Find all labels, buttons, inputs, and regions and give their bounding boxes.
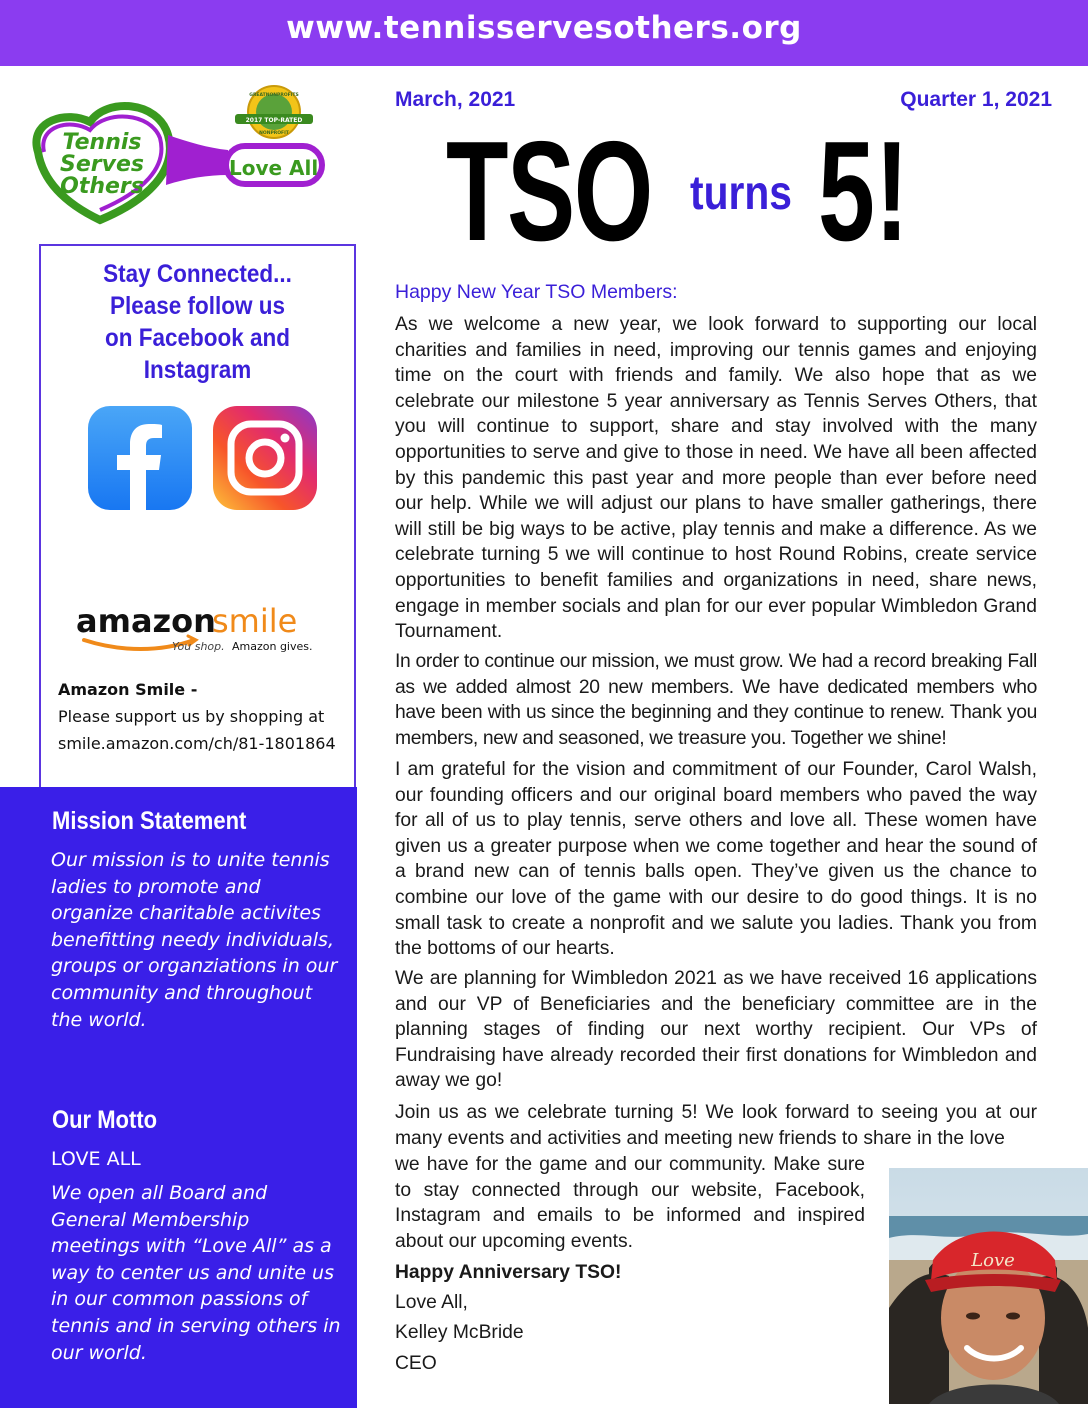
amazon-logo-word: amazon xyxy=(76,602,216,640)
smile-logo-word: smile xyxy=(212,602,298,640)
letter-signer-role: CEO xyxy=(395,1353,437,1374)
top-banner xyxy=(0,0,1088,66)
stay-connected-heading xyxy=(55,258,340,386)
amazon-smile-line-1: Please support us by shopping at xyxy=(58,707,325,726)
visor-text: Love xyxy=(971,1250,1015,1271)
connect-line-4: Instagram xyxy=(143,356,252,384)
logo-wordmark xyxy=(42,132,162,198)
amazon-tagline-2: Amazon gives. xyxy=(232,640,313,653)
motto-text: LOVE ALL xyxy=(51,1148,141,1170)
letter-signoff: Love All, xyxy=(395,1292,468,1313)
seal-line-1: GREATNONPROFITS xyxy=(249,93,299,98)
letter-closing: Happy Anniversary TSO! xyxy=(395,1262,622,1283)
connect-line-3: on Facebook and xyxy=(104,324,291,352)
letter-paragraph-5a: Join us as we celebrate turning 5! We look forward to seeing you at our many events and activities and meeting new friends to share in the love xyxy=(395,1102,1037,1149)
seal-line-3: NONPROFIT xyxy=(259,131,289,136)
letter-greeting: Happy New Year TSO Members: xyxy=(395,281,678,303)
mission-body: Our mission is to unite tennis ladies to promote and organize charitable activites benefitting needy individuals, groups or organziations in our community and throughout the world. xyxy=(51,849,338,1031)
logo-line-2: Serves xyxy=(60,152,144,177)
letter-paragraph-4: We are planning for Wimbledon 2021 as we have received 16 applications and our VP of Beneficiaries and the beneficiary committee are in the planning stages of finding our next worthy recipient. Our VPs of Fundraising have already recorded their first donations for Wimbledon and away we go! xyxy=(395,968,1037,1092)
letter-paragraph-1: As we welcome a new year, we look forward to supporting our local charities and families in need, improving our tennis games and enjoying time on the court with friends and family. We also hope that as we celebrate our milestone 5 year anniversary as Tennis Serves Others, that you will continue to support, share and stay involved with the many opportunities to serve and give to those in need. We have all been affected by this pandemic this past year and more people than ever before need our help. While we will adjust our plans to have smaller gatherings, there will still be big ways to be active, play tennis and make a difference. As we celebrate turning 5 we will continue to host Round Robins, create service opportunities to benefit families and organizations in need, share news, engage in member socials and plan for our ever popular Wimbledon Grand Tournament. xyxy=(395,314,1037,643)
amazon-smile-text xyxy=(58,676,348,757)
issue-quarter: Quarter 1, 2021 xyxy=(900,88,1052,111)
motto-body: We open all Board and General Membership meetings with “Love All” as a way to center us and unite us in our common passions of tennis and in serving others in our world. xyxy=(51,1182,341,1364)
mission-heading: Mission Statement xyxy=(52,807,247,835)
amazon-tagline-1: You shop. xyxy=(172,640,225,653)
logo-line-1: Tennis xyxy=(62,130,142,155)
letter-paragraph-5b: we have for the game and our community. Make sure to stay connected through our website, Facebook, Instagram and emails to be informed and inspired about our upcoming events. xyxy=(395,1154,865,1252)
letter-paragraph-3: I am grateful for the vision and commitment of our Founder, Carol Walsh, our founding officers and our original board members who paved the way for all of us to play tennis, serve others and love all. These women have given us a greater purpose when we come together and hear the sound of a brand new can of tennis balls open. They’ve given us the chance to combine our love of the game with our desire to do good things. It is no small task to create a nonprofit and we salute you ladies. Thank you from the bottoms of our hearts. xyxy=(395,759,1037,960)
headline-five: 5! xyxy=(818,112,909,271)
top-rated-seal-icon xyxy=(233,84,315,142)
connect-line-2: Please follow us xyxy=(109,292,286,320)
letter-paragraph-2: In order to continue our mission, we must grow. We had a record breaking Fall as we added almost 20 new members. We have dedicated members who have been with us since the beginning and they continue to renew. Thank you members, new and seasoned, we treasure you. Together we shine! xyxy=(395,651,1037,749)
logo-tagline: Love All xyxy=(229,156,319,180)
letter-signer-name: Kelley McBride xyxy=(395,1322,524,1343)
headline-tso: TSO xyxy=(446,112,652,271)
connect-line-1: Stay Connected... xyxy=(103,260,292,288)
instagram-icon[interactable] xyxy=(213,406,317,510)
amazon-smile-title: Amazon Smile - xyxy=(58,680,198,699)
amazon-smile-link[interactable]: smile.amazon.com/ch/81-1801864 xyxy=(58,734,336,753)
issue-date: March, 2021 xyxy=(395,88,516,111)
logo-line-3: Others xyxy=(60,174,144,199)
amazon-smile-logo[interactable] xyxy=(76,602,316,660)
seal-line-2: 2017 TOP-RATED xyxy=(245,117,303,124)
ceo-photo xyxy=(889,1168,1088,1404)
headline-turns: turns xyxy=(690,167,792,220)
website-url-link[interactable]: www.tennisservesothers.org xyxy=(286,10,802,46)
facebook-icon[interactable] xyxy=(88,406,192,510)
motto-heading: Our Motto xyxy=(52,1106,158,1134)
